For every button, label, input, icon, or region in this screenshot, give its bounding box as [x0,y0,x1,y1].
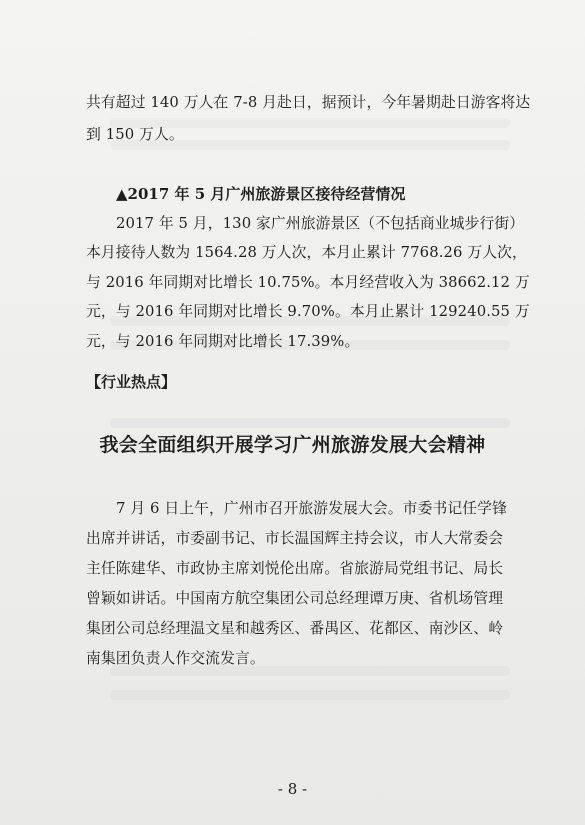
body-text-line: 到 150 万人。 [86,126,184,143]
body-text-line: 本月接待人数为 1564.28 万人次，本月止累计 7768.26 万人次， [86,244,527,261]
show-through-mark [110,418,510,428]
body-text-line: 南集团负责人作交流发言。 [86,650,265,667]
body-text-line: 与 2016 年同期对比增长 10.75%。本月经营收入为 38662.12 万 [86,274,530,291]
body-text-line: 曾颖如讲话。中国南方航空集团公司总经理谭万庚、省机场管理 [86,590,504,607]
body-text-line: 主任陈建华、市政协主席刘悦伦出席。省旅游局党组书记、局长 [86,560,504,577]
body-text-line: 7 月 6 日上午，广州市召开旅游发展大会。市委书记任学锋 [116,500,507,517]
body-text-line: 共有超过 140 万人在 7-8 月赴日，据预计，今年暑期赴日游客将达 [86,94,531,111]
body-text-line: 集团公司总经理温文星和越秀区、番禺区、花都区、南沙区、岭 [86,620,504,637]
body-text-line: 元，与 2016 年同期对比增长 17.39%。 [86,333,360,350]
body-text-line: 出席并讲话，市委副书记、市长温国辉主持会议，市人大常委会 [86,530,504,547]
section-tag: 【行业热点】 [86,373,177,391]
page-number: - 8 - [277,780,308,798]
article-headline: 我会全面组织开展学习广州旅游发展大会精神 [99,434,486,456]
section-heading: ▲2017 年 5 月广州旅游景区接待经营情况 [116,185,406,203]
body-text-line: 2017 年 5 月，130 家广州旅游景区（不包括商业城步行街） [116,215,525,232]
show-through-mark [110,690,510,700]
body-text-line: 元，与 2016 年同期对比增长 9.70%。本月止累计 129240.55 万 [86,303,530,320]
